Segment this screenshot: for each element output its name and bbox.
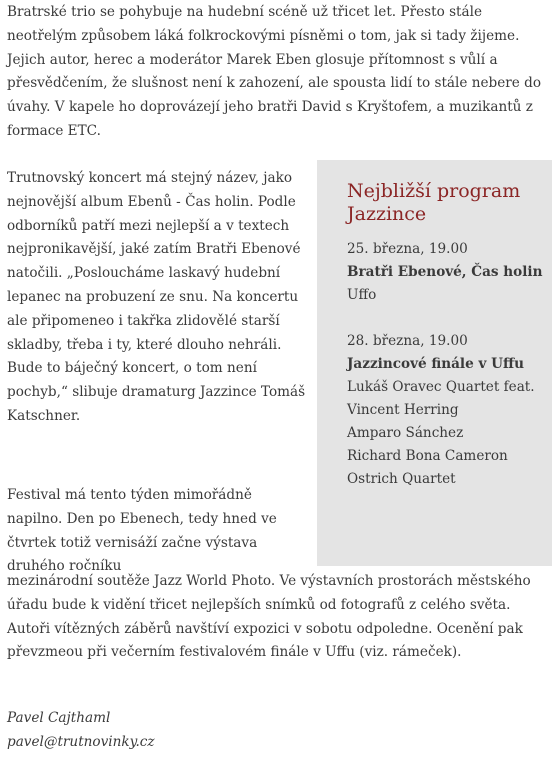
event-performer: Lukáš Oravec Quartet feat.: [347, 379, 535, 395]
author-name: Pavel Cajthaml: [7, 710, 111, 726]
article-paragraph-festival-continued: mezinárodní soutěže Jazz World Photo. Ve výstavních prostorách městského úřadu bude k vidění třicet nejlepších snímků od fotografů z celého světa. Autoři vítězných záběrů navštíví expozici v sobotu odpoledne. Ocenění pak převzmeou při večerním festivalovém finále v Uffu (viz. rámeček).: [7, 573, 531, 661]
article-paragraph-concert: Trutnovský koncert má stejný název, jako nejnovější album Ebenů - Čas holin. Podle odborníků patří mezi nejlepší a v textech nejpronikavější, jaké zatím Bratři Ebenové natočili. „Posloucháme laskavý hudební lepanec na probuzení ze snu. Na koncertu ale připomeneo i takřka zlidovělé starší skladby, třeba i ty, které dlouho nehráli. Bude to báječný koncert, o tom není pochyb,“ slibuje dramaturg Jazzince Tomáš Katschner.: [7, 170, 306, 424]
author-email: pavel@trutnovinky.cz: [7, 734, 155, 750]
event-date: 28. března, 19.00: [347, 333, 468, 349]
program-event: [347, 330, 552, 491]
article-paragraph-intro: Bratrské trio se pohybuje na hudební scéně už třicet let. Přesto stále neotřelým způsobem láká folkrockovými písněmi o tom, jak si tady žijeme. Jejich autor, herec a moderátor Marek Eben glosuje přítomnost s vůlí a přesvědčením, že slušnost není k zahození, ale spousta lidí to stále nebere do úvahy. V kapele ho doprovázejí jeho bratři David s Kryštofem, a muzikantů z formace ETC.: [7, 4, 542, 139]
event-performer: Vincent Herring: [347, 402, 459, 418]
article-signature: [7, 706, 155, 754]
event-performer: Amparo Sánchez: [347, 425, 464, 441]
program-sidebar: [317, 160, 552, 566]
event-performer: Ostrich Quartet: [347, 471, 456, 487]
event-venue: Uffo: [347, 287, 377, 303]
sidebar-title: Nejbližší program Jazzince: [347, 180, 521, 225]
program-event: [347, 238, 552, 307]
event-title: Bratři Ebenové, Čas holin: [347, 264, 543, 280]
event-performer: Richard Bona Cameron: [347, 448, 508, 464]
event-date: 25. března, 19.00: [347, 241, 468, 257]
event-title: Jazzincové finále v Uffu: [347, 356, 524, 372]
article-paragraph-festival-start: Festival má tento týden mimořádně napilno. Den po Ebenech, tedy hned ve čtvrtek totiž vernisáží začne výstava druhého ročníku: [7, 487, 277, 575]
